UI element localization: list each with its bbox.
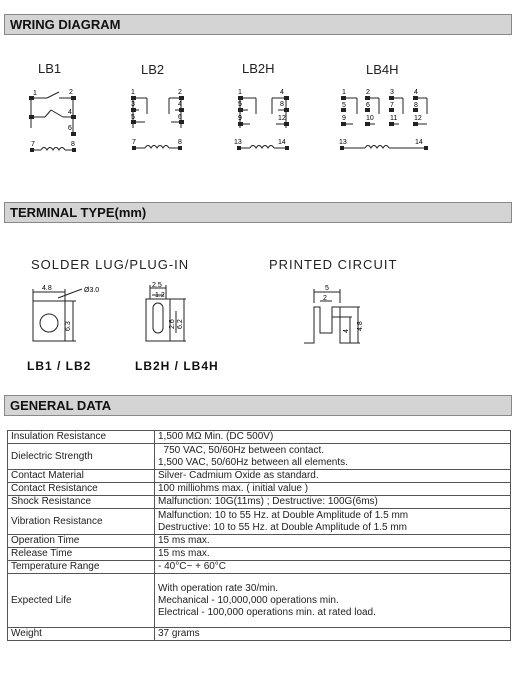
row-key: Contact Material — [8, 470, 155, 483]
table-row — [8, 561, 511, 574]
printed-circuit-title: PRINTED CIRCUIT — [269, 257, 398, 272]
row-value: 100 milliohms max. ( initial value ) — [155, 483, 511, 496]
pin-label: 9 — [342, 115, 346, 122]
row-value: 15 ms max. — [155, 535, 511, 548]
terminal-drawing-lb1 — [22, 283, 102, 353]
dim-label: 1.2 — [155, 292, 165, 299]
pin-label: 6 — [366, 102, 370, 109]
dim-label: 6.3 — [65, 321, 72, 331]
pin-label: 8 — [178, 139, 182, 146]
dim-label: 2.5 — [152, 282, 162, 289]
terminal-drawing-lb2h — [138, 283, 218, 353]
table-row — [8, 574, 511, 628]
pin-label: 12 — [414, 115, 422, 122]
row-value: Malfunction: 10G(11ms) ; Destructive: 100G(6ms) — [155, 496, 511, 509]
row-key: Insulation Resistance — [8, 431, 155, 444]
section-header-wiring: WRING DIAGRAM — [4, 14, 512, 35]
pin-label: 8 — [280, 101, 284, 108]
pin-label: 4 — [178, 101, 182, 108]
pin-label: 5 — [131, 114, 135, 121]
row-key: Dielectric Strength — [8, 444, 155, 470]
pin-label: 12 — [278, 115, 286, 122]
row-value: - 40°C~ + 60°C — [155, 561, 511, 574]
dim-label: 4.8 — [357, 321, 364, 331]
general-data-table — [7, 430, 511, 641]
model-label-lb1: LB1 — [38, 61, 62, 76]
table-row — [8, 509, 511, 535]
pin-label: 13 — [339, 139, 347, 146]
row-value: 750 VAC, 50/60Hz between contact. 1,500 VAC, 50/60Hz between all elements. — [155, 444, 511, 470]
pin-label: 1 — [33, 90, 37, 97]
pin-label: 10 — [366, 115, 374, 122]
row-key: Shock Resistance — [8, 496, 155, 509]
pin-label: 4 — [414, 89, 418, 96]
row-key: Weight — [8, 628, 155, 641]
pin-label: 5 — [342, 102, 346, 109]
pin-label: 4 — [280, 89, 284, 96]
wiring-diagram-lb2 — [123, 88, 193, 163]
row-value: 1,500 MΩ Min. (DC 500V) — [155, 431, 511, 444]
dim-label: 2.6 — [169, 319, 176, 329]
terminal-drawing-pcb — [300, 283, 380, 353]
pin-label: 9 — [238, 115, 242, 122]
pin-label: 1 — [131, 89, 135, 96]
dim-label: 6.2 — [177, 319, 184, 329]
wiring-diagram-lb2h — [228, 88, 298, 163]
row-value: With operation rate 30/min. Mechanical - 10,000,000 operations min. Electrical - 100,000 operations min. at rated load. — [155, 574, 511, 628]
pin-label: 6 — [68, 125, 72, 132]
pin-label: 2 — [69, 89, 73, 96]
dim-label: 4.8 — [42, 285, 52, 292]
table-row — [8, 483, 511, 496]
pin-label: 3 — [131, 101, 135, 108]
dim-label: 2 — [323, 295, 327, 302]
row-key: Expected Life — [8, 574, 155, 628]
table-row — [8, 496, 511, 509]
terminal-label-lb2h-lb4h: LB2H / LB4H — [135, 359, 219, 373]
pin-label: 4 — [68, 109, 72, 116]
pin-label: 8 — [414, 102, 418, 109]
pin-label: 1 — [238, 89, 242, 96]
wiring-diagram-lb1 — [25, 88, 85, 163]
pin-label: 5 — [238, 101, 242, 108]
row-value: 15 ms max. — [155, 548, 511, 561]
pin-label: 3 — [390, 89, 394, 96]
row-key: Temperature Range — [8, 561, 155, 574]
model-label-lb2h: LB2H — [242, 61, 275, 76]
row-key: Contact Resistance — [8, 483, 155, 496]
pin-label: 1 — [342, 89, 346, 96]
row-value: 37 grams — [155, 628, 511, 641]
table-row — [8, 431, 511, 444]
pin-label: 8 — [71, 141, 75, 148]
row-key: Vibration Resistance — [8, 509, 155, 535]
model-label-lb4h: LB4H — [366, 62, 399, 77]
wiring-diagram-lb4h — [335, 88, 435, 163]
pin-label: 2 — [366, 89, 370, 96]
section-header-terminal: TERMINAL TYPE(mm) — [4, 202, 512, 223]
pin-label: 14 — [415, 139, 423, 146]
model-label-lb2: LB2 — [141, 62, 165, 77]
row-key: Operation Time — [8, 535, 155, 548]
row-key: Release Time — [8, 548, 155, 561]
pin-label: 2 — [178, 89, 182, 96]
table-row — [8, 628, 511, 641]
row-value: Silver- Cadmium Oxide as standard. — [155, 470, 511, 483]
table-row — [8, 535, 511, 548]
pin-label: 13 — [234, 139, 242, 146]
pin-label: 6 — [178, 114, 182, 121]
table-row — [8, 548, 511, 561]
section-header-general: GENERAL DATA — [4, 395, 512, 416]
row-value: Malfunction: 10 to 55 Hz. at Double Amplitude of 1.5 mm Destructive: 10 to 55 Hz. at Double Amplitude of 1.5 mm — [155, 509, 511, 535]
table-row — [8, 470, 511, 483]
table-row — [8, 444, 511, 470]
pin-label: 14 — [278, 139, 286, 146]
dim-label: 5 — [325, 285, 329, 292]
dim-label: 4 — [343, 329, 350, 333]
solder-lug-title: SOLDER LUG/PLUG-IN — [31, 257, 190, 272]
pin-label: 7 — [31, 141, 35, 148]
pin-label: 11 — [390, 115, 398, 122]
dim-label: Ø3.0 — [84, 287, 100, 294]
pin-label: 7 — [390, 102, 394, 109]
terminal-label-lb1-lb2: LB1 / LB2 — [27, 359, 92, 373]
pin-label: 7 — [132, 139, 136, 146]
